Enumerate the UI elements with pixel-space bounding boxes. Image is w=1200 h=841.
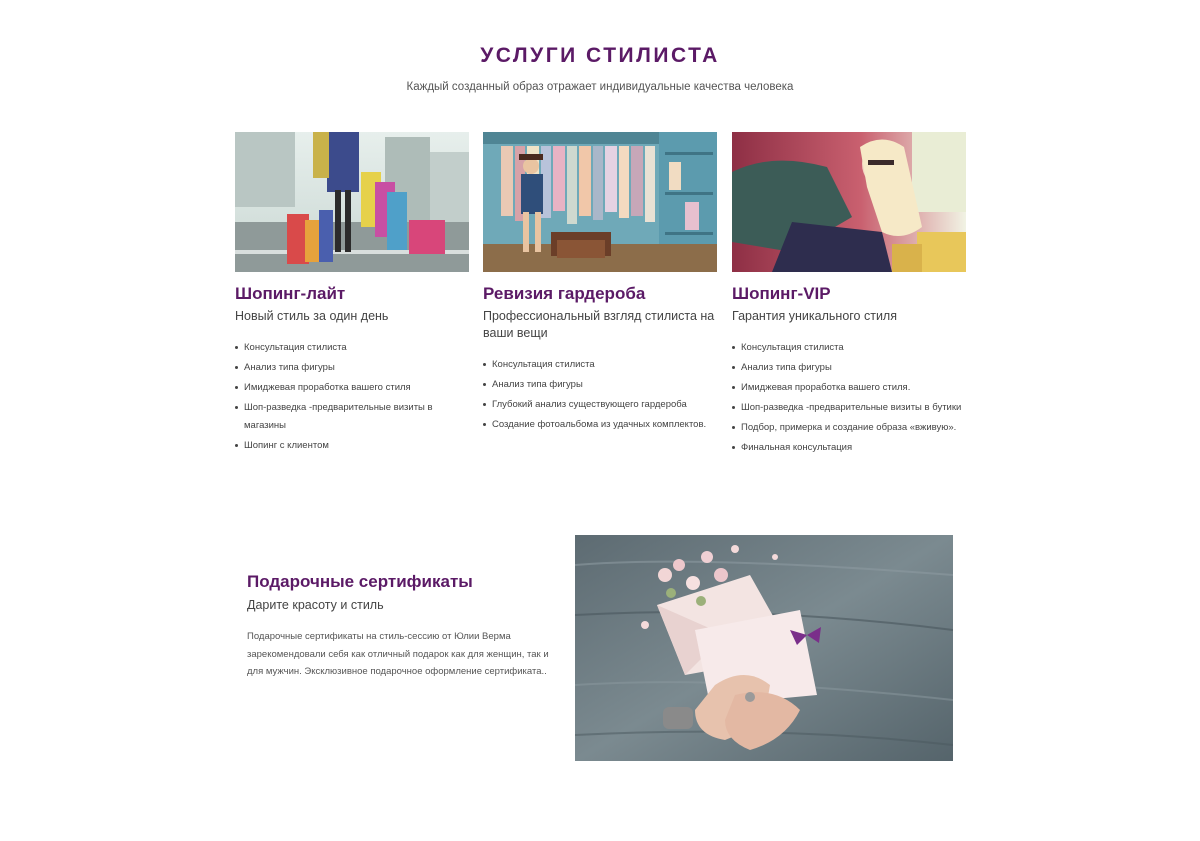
gift-title: Подарочные сертификаты	[247, 572, 473, 591]
list-item: Консультация стилиста	[235, 339, 469, 357]
wardrobe-photo	[483, 132, 717, 272]
card-title: Шопинг-лайт	[235, 284, 346, 303]
services-header	[0, 44, 1200, 93]
list-item: Анализ типа фигуры	[235, 359, 469, 377]
feature-list	[483, 356, 717, 434]
card-subtitle: Профессиональный взгляд стилиста на ваши вещи	[483, 309, 715, 340]
list-item: Консультация стилиста	[732, 339, 966, 357]
shopping-bags-photo	[235, 132, 469, 272]
card-title: Шопинг-VIP	[732, 284, 831, 303]
list-item: Создание фотоальбома из удачных комплектов.	[483, 416, 717, 434]
list-item: Шоп-разведка -предварительные визиты в магазины	[235, 399, 469, 434]
gift-description: Подарочные сертификаты на стиль-сессию от Юлии Верма зарекомендовали себя как отличный подарок как для женщин, так и для мужчин. Эксклюзивное подарочное оформление сертификата..	[247, 631, 549, 677]
list-item: Шопинг с клиентом	[235, 437, 469, 455]
card-subtitle: Новый стиль за один день	[235, 309, 389, 323]
list-item: Финальная консультация	[732, 439, 966, 457]
list-item: Глубокий анализ существующего гардероба	[483, 396, 717, 414]
section-title: УСЛУГИ СТИЛИСТА	[480, 44, 720, 67]
list-item: Консультация стилиста	[483, 356, 717, 374]
list-item: Имиджевая проработка вашего стиля.	[732, 379, 966, 397]
service-card-shopping-lite	[235, 132, 469, 457]
card-subtitle: Гарантия уникального стиля	[732, 309, 897, 323]
feature-list	[235, 339, 469, 454]
gift-subtitle: Дарите красоту и стиль	[247, 598, 384, 612]
list-item: Подбор, примерка и создание образа «вживую».	[732, 419, 966, 437]
list-item: Анализ типа фигуры	[483, 376, 717, 394]
list-item: Шоп-разведка -предварительные визиты в бутики	[732, 399, 966, 417]
service-card-shopping-vip	[732, 132, 966, 459]
service-card-wardrobe-revision	[483, 132, 717, 436]
card-title: Ревизия гардероба	[483, 284, 646, 303]
gift-envelope-photo	[575, 535, 953, 761]
woman-portrait-photo	[732, 132, 966, 272]
feature-list	[732, 339, 966, 457]
list-item: Анализ типа фигуры	[732, 359, 966, 377]
list-item: Имиджевая проработка вашего стиля	[235, 379, 469, 397]
section-subtitle: Каждый созданный образ отражает индивидуальные качества человека	[406, 81, 794, 93]
gift-certificates-block	[247, 572, 562, 681]
